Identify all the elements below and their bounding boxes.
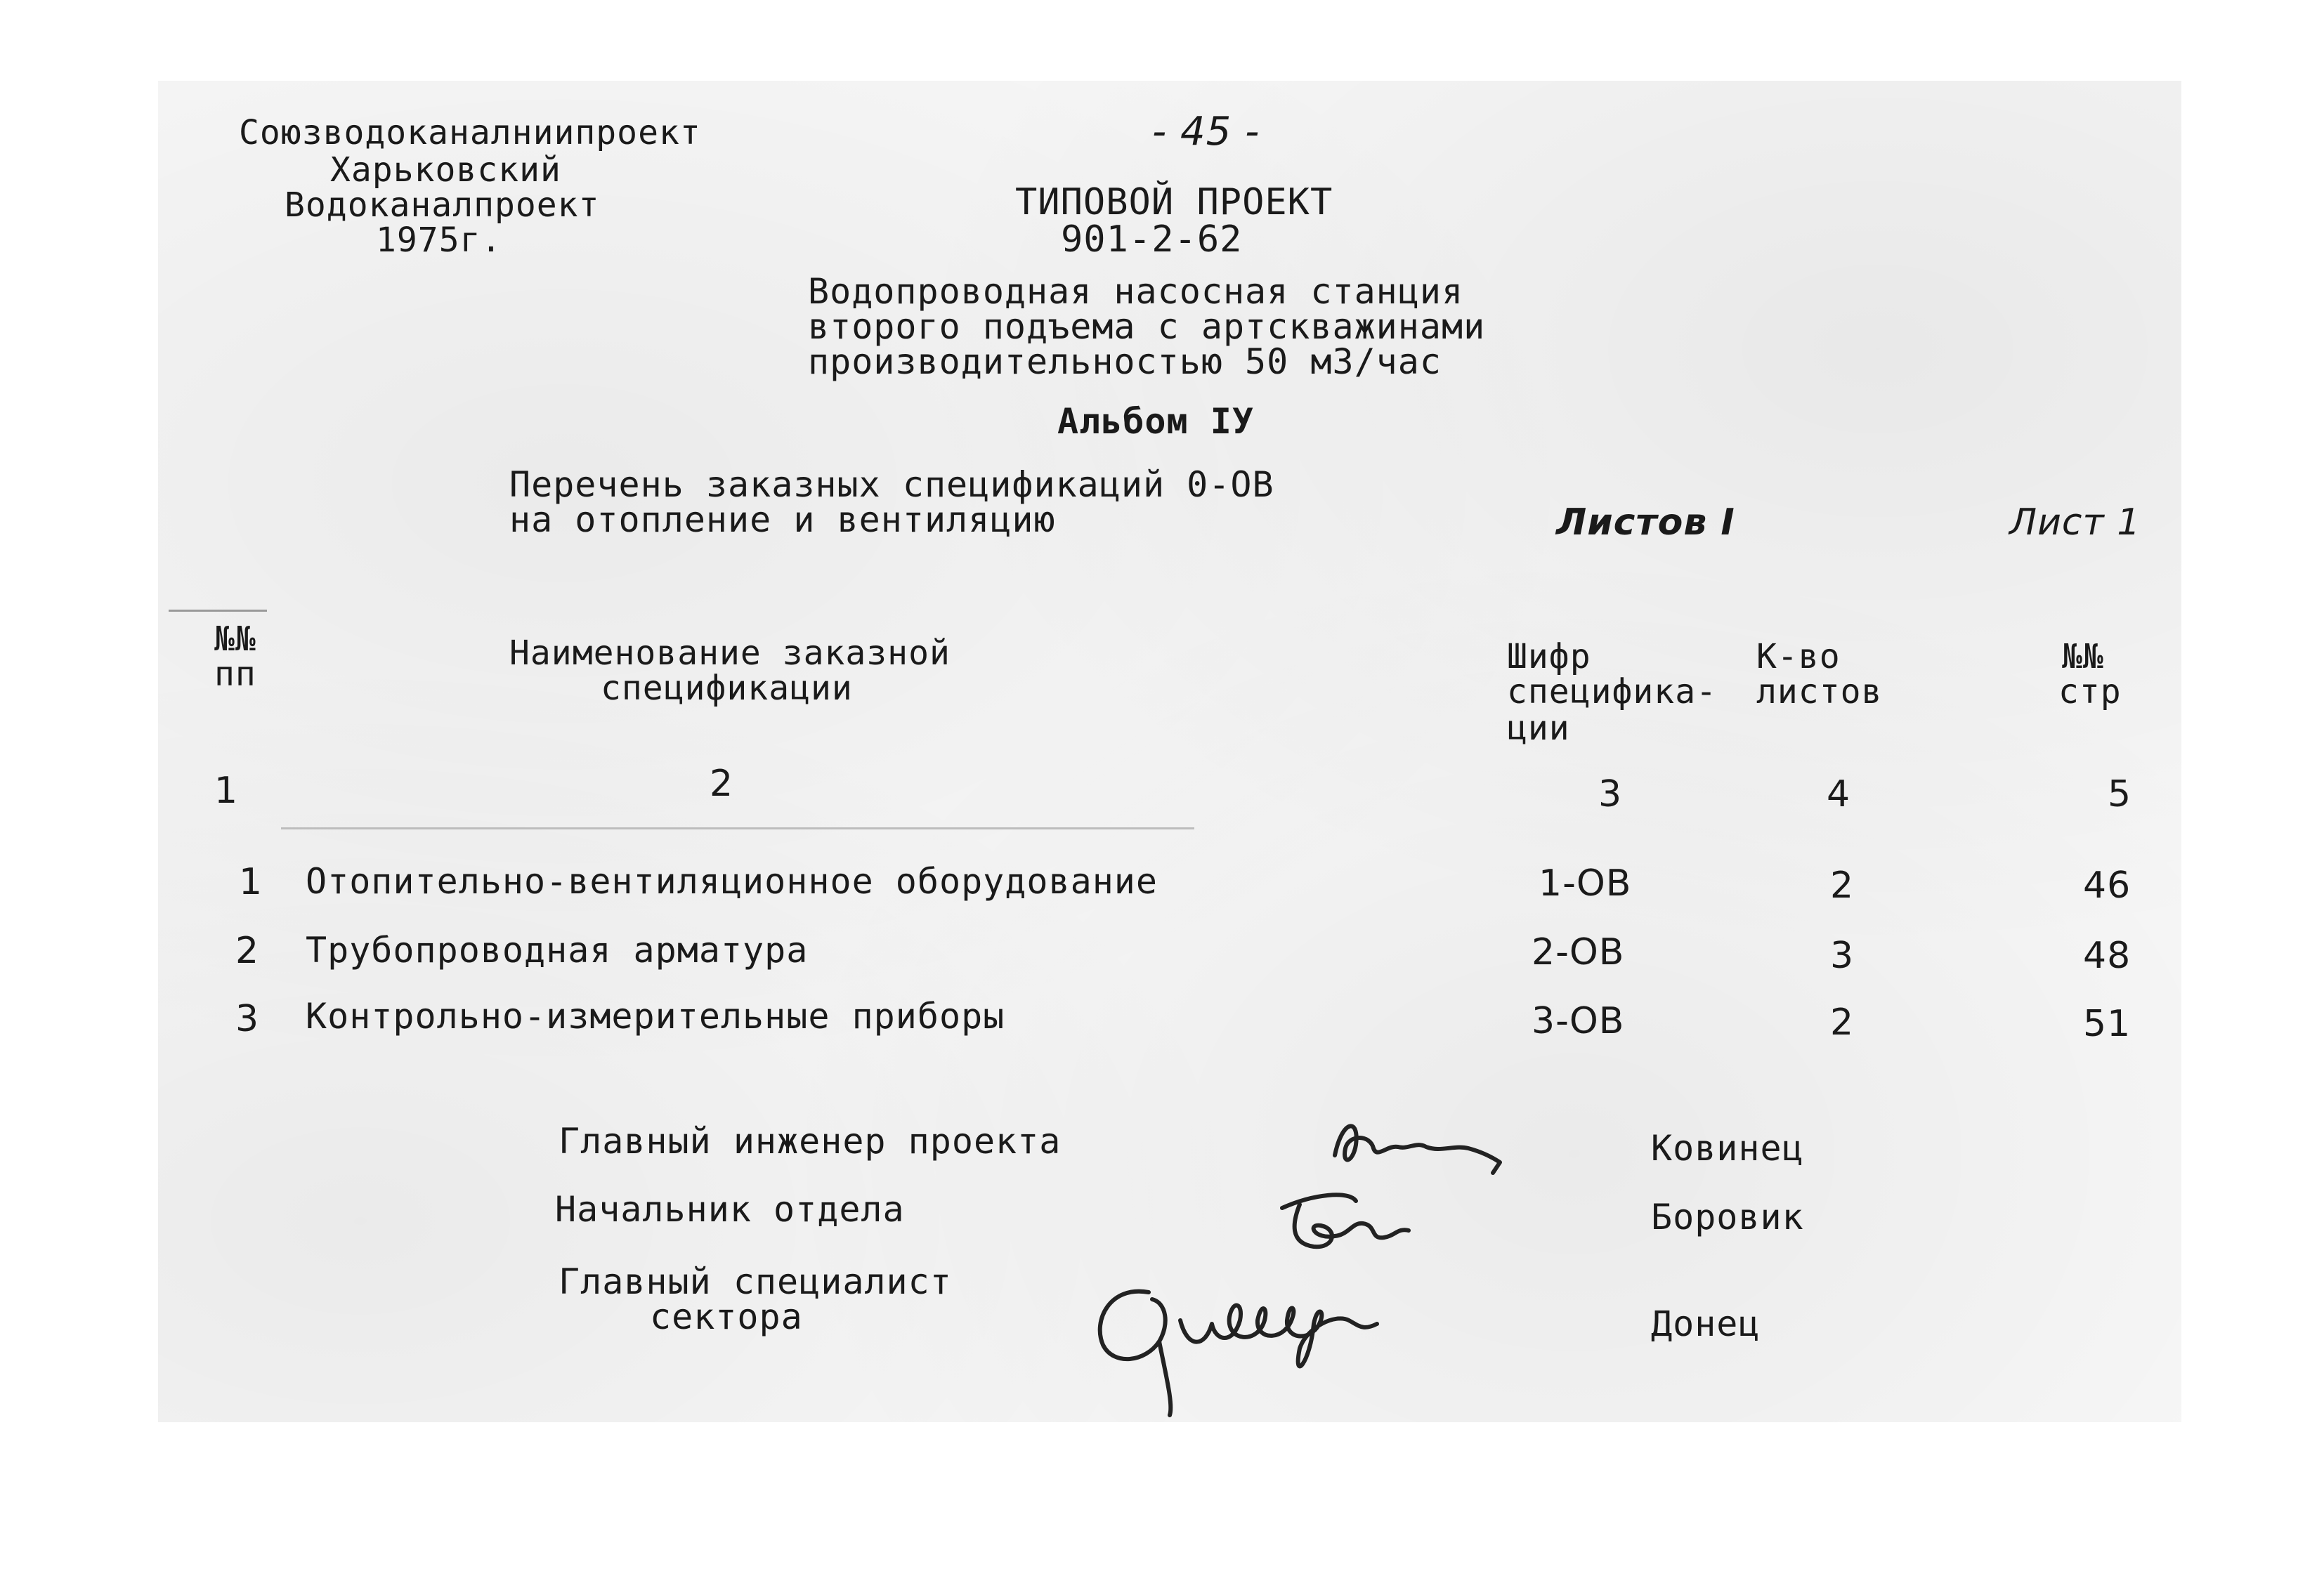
row-2-num: 2 (235, 930, 260, 972)
row-3-page: 51 (2083, 1003, 2132, 1045)
col-number-4: 4 (1827, 773, 1851, 815)
album-label: Альбом IУ (1057, 401, 1254, 442)
org-name-line1: Союзводоканалниипроект (239, 113, 701, 152)
project-label: ТИПОВОЙ ПРОЕКТ (1015, 181, 1333, 223)
page-number: - 45 - (1152, 109, 1260, 155)
row-1-name: Отопительно-вентиляционное оборудование (306, 861, 1158, 902)
description-line1: Водопроводная насосная станция (808, 271, 1464, 312)
col-header-sheets-line1: К-во (1756, 637, 1841, 676)
row-3-name: Контрольно-измерительные приборы (306, 996, 1005, 1037)
list-title-line1: Перечень заказных спецификаций 0-ОВ (509, 464, 1274, 505)
col-header-num-line1: №№ (214, 619, 256, 659)
description-line2: второго подъема с артскважинами (808, 306, 1486, 347)
org-year: 1975г. (376, 221, 502, 260)
row-2-sheets: 3 (1830, 935, 1855, 977)
col-number-3: 3 (1598, 773, 1623, 815)
col-header-code-line3: ции (1507, 709, 1570, 748)
signer-3-role-line1: Главный специалист (559, 1261, 952, 1302)
row-2-name: Трубопроводная арматура (306, 930, 809, 971)
col-header-page-line1: №№ (2062, 637, 2104, 676)
row-1-code: 1-ОВ (1539, 862, 1632, 905)
col-header-page-line2: стр (2058, 672, 2122, 711)
col-number-1: 1 (214, 770, 239, 812)
col-number-2: 2 (710, 763, 734, 805)
signer-2-name: Боровик (1651, 1197, 1804, 1237)
col-header-code-line1: Шифр (1507, 637, 1591, 676)
col-header-code-line2: спецификa- (1507, 672, 1717, 711)
signer-1-name: Ковинец (1651, 1128, 1804, 1169)
col-header-name-line2: спецификации (601, 669, 853, 708)
signer-3-role-line2: сектора (650, 1296, 803, 1337)
row-3-code: 3-ОВ (1532, 1000, 1625, 1042)
signer-2-role: Начальник отдела (555, 1189, 905, 1230)
signer-3-name: Донец (1651, 1304, 1761, 1344)
row-2-code: 2-ОВ (1532, 931, 1625, 973)
list-title-line2: на отопление и вентиляцию (509, 499, 1056, 540)
description-line3: производительностью 50 м3/час (808, 341, 1442, 382)
project-code: 901-2-62 (1061, 218, 1243, 261)
header-rule (169, 610, 267, 612)
row-3-num: 3 (235, 998, 260, 1040)
col-header-name-line1: Наименование заказной (509, 633, 951, 673)
sheets-total: Листов I (1556, 501, 1735, 544)
column-rule (281, 827, 1194, 829)
row-1-page: 46 (2083, 865, 2132, 907)
signature-2-mark (1272, 1180, 1433, 1264)
col-number-5: 5 (2108, 773, 2132, 815)
row-3-sheets: 2 (1830, 1002, 1855, 1044)
signer-1-role: Главный инженер проекта (559, 1121, 1062, 1162)
col-header-sheets-line2: листов (1756, 672, 1883, 711)
row-1-num: 1 (239, 861, 263, 903)
sheet-number: Лист 1 (2009, 501, 2141, 544)
signature-1-mark (1321, 1106, 1517, 1183)
row-2-page: 48 (2083, 935, 2132, 977)
org-name-line2: Харьковский (330, 150, 561, 190)
org-name-line3: Водоканалпроект (285, 185, 600, 225)
row-1-sheets: 2 (1830, 865, 1855, 907)
signature-3-mark (1082, 1264, 1447, 1426)
col-header-num-line2: пп (214, 655, 256, 694)
